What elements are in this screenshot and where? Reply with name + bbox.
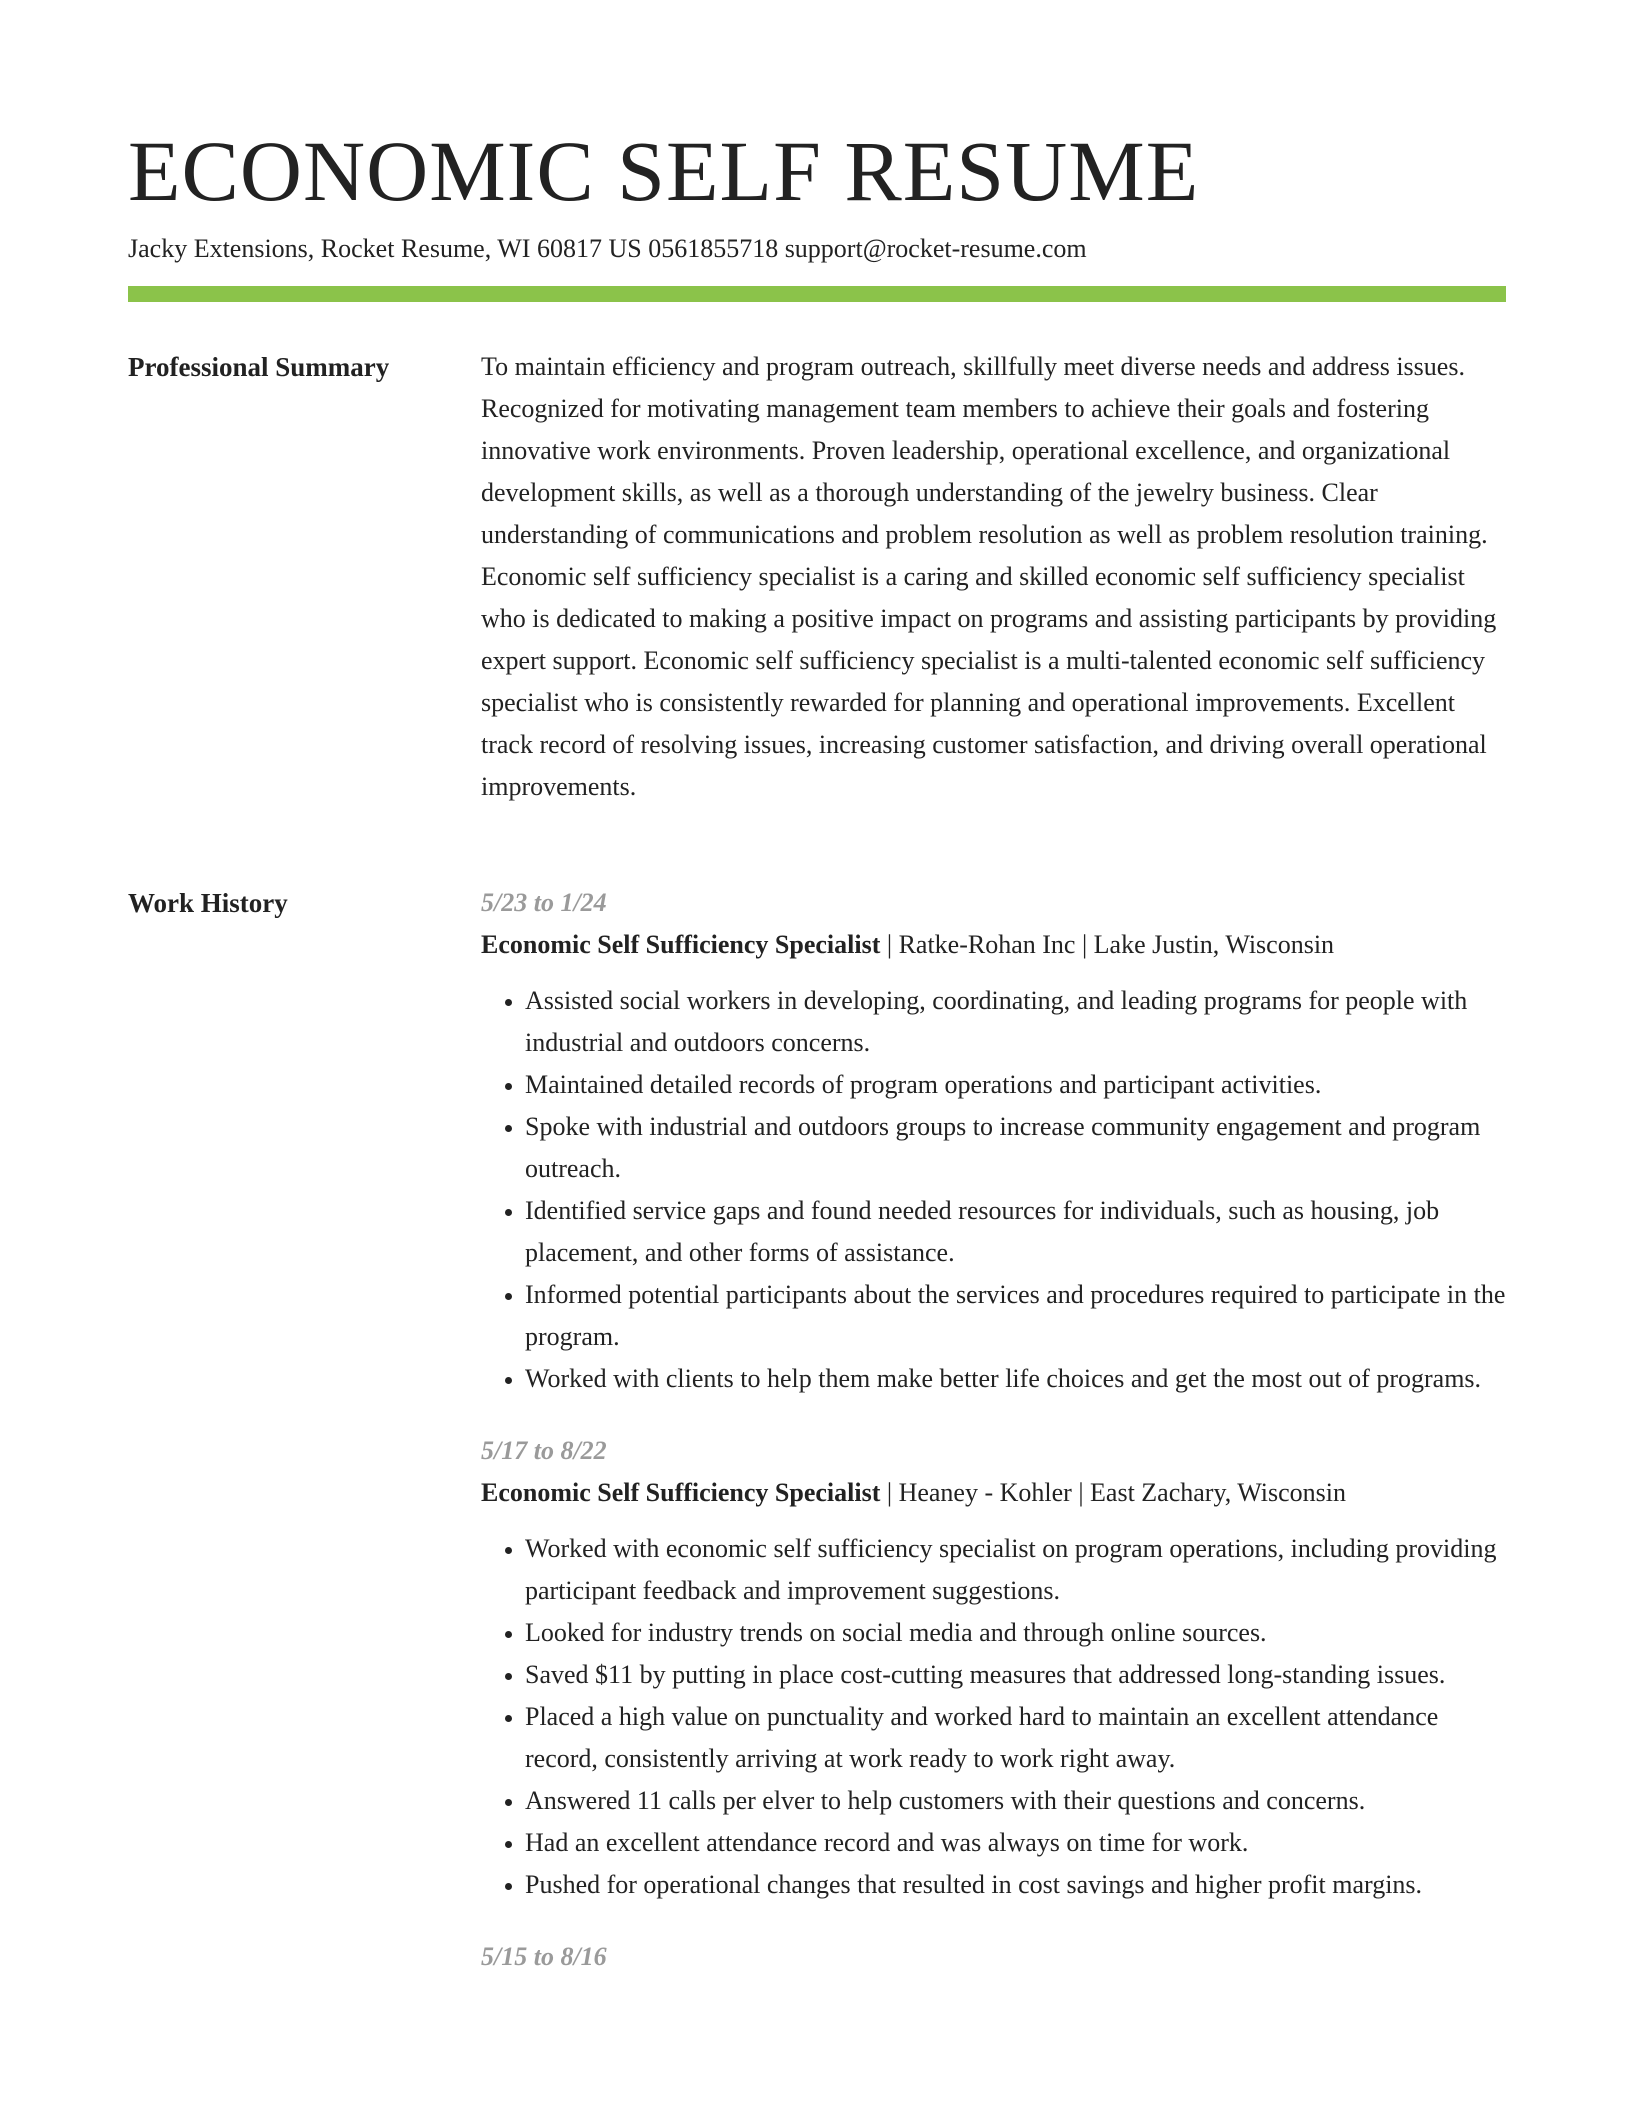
job-bullet: • Identified service gaps and found needed resources for individuals, such as housing, job placement, and other forms of assistance. xyxy=(525,1190,1506,1274)
job-entry xyxy=(481,1430,1506,1906)
job-bullet: • Placed a high value on punctuality and worked hard to maintain an excellent attendance record, consistently arriving at work ready to work right away. xyxy=(525,1696,1506,1780)
job-bullet: • Maintained detailed records of program operations and participant activities. xyxy=(525,1064,1506,1106)
summary-text: To maintain efficiency and program outreach, skillfully meet diverse needs and address issues. Recognized for motivating management team members to achieve their goals and fostering innovative work environments. Proven leadership, operational excellence, and organizational development skills, as well as a thorough understanding of the jewelry business. Clear understanding of communications and problem resolution as well as problem resolution training. Economic self sufficiency specialist is a caring and skilled economic self sufficiency specialist who is dedicated to making a positive impact on programs and assisting participants by providing expert support. Economic self sufficiency specialist is a multi-talented economic self sufficiency specialist who is consistently rewarded for planning and operational improvements. Excellent track record of resolving issues, increasing customer satisfaction, and driving overall operational improvements. xyxy=(481,352,1497,801)
job-bullet: • Pushed for operational changes that resulted in cost savings and higher profit margins. xyxy=(525,1864,1506,1906)
job-bullet-list xyxy=(481,980,1506,1400)
work-history-body xyxy=(481,882,1506,2008)
job-date: 5/23 to 1/24 xyxy=(481,888,607,917)
job-bullet: • Worked with clients to help them make better life choices and get the most out of programs. xyxy=(525,1358,1506,1400)
job-title: Economic Self Sufficiency Specialist xyxy=(481,930,881,959)
job-bullet-list xyxy=(481,1528,1506,1906)
job-bullet: • Answered 11 calls per elver to help customers with their questions and concerns. xyxy=(525,1780,1506,1822)
section-label-summary: Professional Summary xyxy=(128,352,390,382)
contact-address: Jacky Extensions, Rocket Resume, WI 60817 US xyxy=(128,234,642,263)
job-details: | Ratke-Rohan Inc | Lake Justin, Wisconsin xyxy=(880,930,1335,959)
contact-phone: 0561855718 xyxy=(648,234,779,263)
section-label-work-history: Work History xyxy=(128,888,288,918)
job-bullet: • Spoke with industrial and outdoors groups to increase community engagement and program outreach. xyxy=(525,1106,1506,1190)
resume-title: ECONOMIC SELF RESUME xyxy=(128,123,1200,219)
job-date: 5/17 to 8/22 xyxy=(481,1436,607,1465)
contact-email: support@rocket-resume.com xyxy=(784,234,1087,263)
job-date: 5/15 to 8/16 xyxy=(481,1942,607,1971)
job-entry xyxy=(481,1936,1506,1978)
job-details: | Heaney - Kohler | East Zachary, Wisconsin xyxy=(880,1478,1347,1507)
job-bullet: • Had an excellent attendance record and was always on time for work. xyxy=(525,1822,1506,1864)
summary-body xyxy=(481,346,1506,808)
header-divider xyxy=(128,286,1506,302)
job-bullet: • Saved $11 by putting in place cost-cutting measures that addressed long-standing issues. xyxy=(525,1654,1506,1696)
contact-line xyxy=(128,232,1087,266)
job-bullet: • Informed potential participants about the services and procedures required to participate in the program. xyxy=(525,1274,1506,1358)
job-title-line xyxy=(481,924,1506,966)
job-title-line xyxy=(481,1472,1506,1514)
job-bullet: • Assisted social workers in developing, coordinating, and leading programs for people with industrial and outdoors concerns. xyxy=(525,980,1506,1064)
job-bullet: • Worked with economic self sufficiency specialist on program operations, including providing participant feedback and improvement suggestions. xyxy=(525,1528,1506,1612)
job-entry xyxy=(481,882,1506,1400)
job-title: Economic Self Sufficiency Specialist xyxy=(481,1478,881,1507)
job-bullet: • Looked for industry trends on social media and through online sources. xyxy=(525,1612,1506,1654)
